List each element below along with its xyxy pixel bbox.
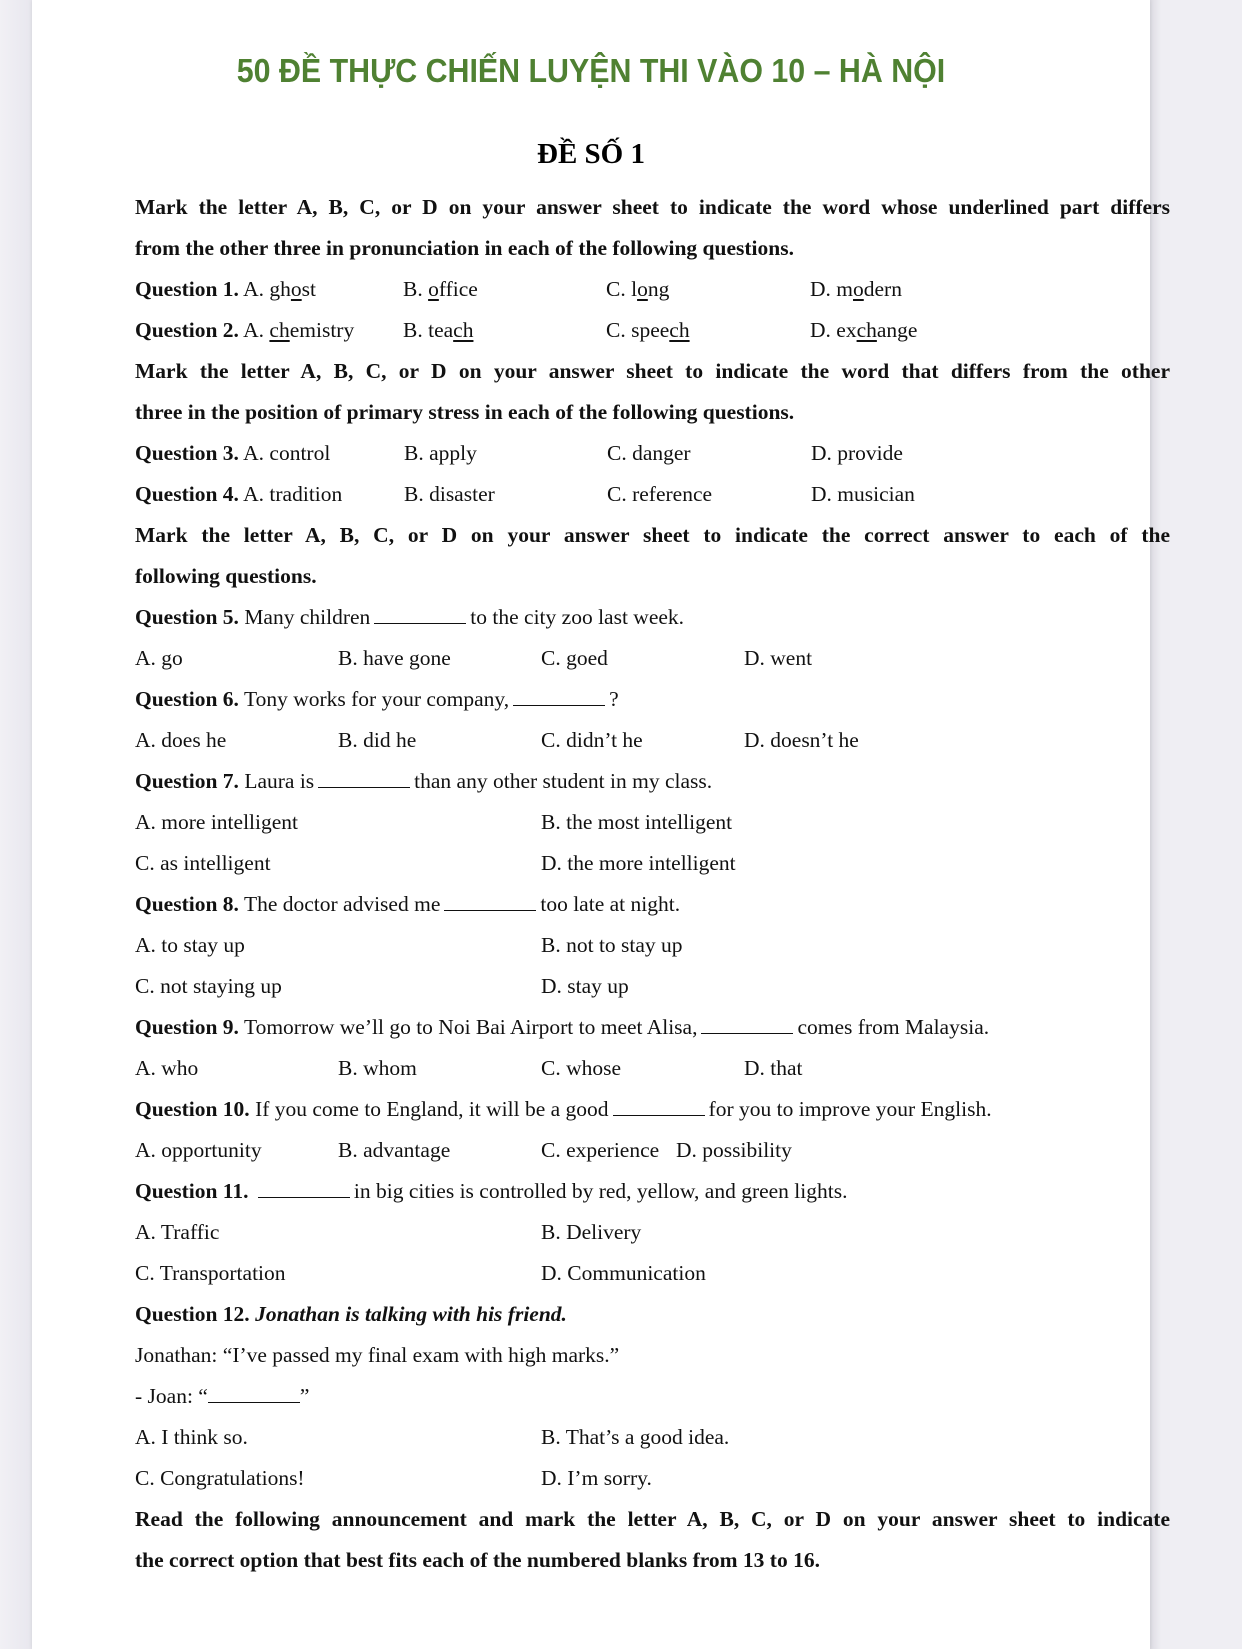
option-a[interactable]: A. go bbox=[135, 646, 183, 670]
option-c[interactable]: C. didn’t he bbox=[541, 728, 643, 752]
question-label: Question 11. bbox=[135, 1179, 249, 1203]
question-text: Tony works for your company, bbox=[243, 687, 510, 711]
option-b[interactable]: B. disaster bbox=[404, 482, 495, 506]
answer-blank bbox=[258, 1177, 350, 1198]
option-a[interactable]: A. who bbox=[135, 1056, 199, 1080]
answer-blank bbox=[513, 685, 605, 706]
option-c[interactable]: C. as intelligent bbox=[135, 851, 271, 875]
question-3 bbox=[135, 433, 1170, 474]
question-label: Question 1. bbox=[135, 277, 239, 301]
question-text: in big cities is controlled by red, yellow, and green lights. bbox=[353, 1179, 848, 1203]
section-instruction-stress: Mark the letter A, B, C, or D on your answer sheet to indicate the word that differs from the other bbox=[135, 359, 1170, 383]
option-b[interactable]: B. did he bbox=[338, 728, 417, 752]
option-d[interactable]: D. went bbox=[744, 646, 813, 670]
answer-blank bbox=[613, 1095, 705, 1116]
question-text: Many children bbox=[244, 605, 371, 629]
question-11-options-cd bbox=[135, 1253, 1170, 1294]
question-11-stem bbox=[135, 1171, 1170, 1212]
option-c[interactable]: C. Congratulations! bbox=[135, 1466, 305, 1490]
question-text: than any other student in my class. bbox=[414, 769, 713, 793]
option-d[interactable]: D. stay up bbox=[541, 974, 629, 998]
section-instruction-reading: Read the following announcement and mark the letter A, B, C, or D on your answer sheet to indicate bbox=[135, 1507, 1170, 1531]
question-text: for you to improve your English. bbox=[708, 1097, 992, 1121]
question-5-stem bbox=[135, 597, 1170, 638]
option-a[interactable]: A. opportunity bbox=[135, 1138, 262, 1162]
option-d[interactable]: D. that bbox=[744, 1056, 803, 1080]
question-text: comes from Malaysia. bbox=[797, 1015, 990, 1039]
question-10-options bbox=[135, 1130, 1170, 1171]
question-9-options bbox=[135, 1048, 1170, 1089]
dialogue-line-2: - Joan: “ ” bbox=[135, 1384, 310, 1408]
question-4 bbox=[135, 474, 1170, 515]
option-c[interactable]: C. Transportation bbox=[135, 1261, 286, 1285]
option-a[interactable]: A. Traffic bbox=[135, 1220, 220, 1244]
option-a[interactable]: A. ghost bbox=[243, 277, 317, 301]
option-b[interactable]: B. apply bbox=[404, 441, 477, 465]
option-a[interactable]: A. chemistry bbox=[243, 318, 355, 342]
question-5-options bbox=[135, 638, 1170, 679]
question-label: Question 7. bbox=[135, 769, 239, 793]
question-label: Question 12. bbox=[135, 1302, 250, 1326]
question-label: Question 9. bbox=[135, 1015, 239, 1039]
option-c[interactable]: C. whose bbox=[541, 1056, 622, 1080]
question-text: ? bbox=[609, 687, 619, 711]
option-a[interactable]: A. I think so. bbox=[135, 1425, 248, 1449]
option-c[interactable]: C. long bbox=[606, 277, 670, 301]
question-12-stem bbox=[135, 1294, 1170, 1335]
option-d[interactable]: D. possibility bbox=[676, 1138, 792, 1162]
option-b[interactable]: B. Delivery bbox=[541, 1220, 642, 1244]
question-text: If you come to England, it will be a good bbox=[255, 1097, 609, 1121]
question-8-stem bbox=[135, 884, 1170, 925]
section-instruction-grammar-cont: following questions. bbox=[135, 564, 317, 588]
option-c[interactable]: C. not staying up bbox=[135, 974, 282, 998]
option-b[interactable]: B. whom bbox=[338, 1056, 417, 1080]
option-b[interactable]: B. advantage bbox=[338, 1138, 451, 1162]
question-7-stem bbox=[135, 761, 1170, 802]
question-11-options-ab bbox=[135, 1212, 1170, 1253]
option-d[interactable]: D. I’m sorry. bbox=[541, 1466, 652, 1490]
question-7-options-ab bbox=[135, 802, 1170, 843]
question-label: Question 8. bbox=[135, 892, 239, 916]
question-prompt: Jonathan is talking with his friend. bbox=[255, 1302, 567, 1326]
answer-blank bbox=[318, 767, 410, 788]
viewer-background-left bbox=[0, 0, 32, 1649]
option-a[interactable]: A. control bbox=[243, 441, 331, 465]
question-10-stem bbox=[135, 1089, 1170, 1130]
question-label: Question 6. bbox=[135, 687, 239, 711]
question-8-options-ab bbox=[135, 925, 1170, 966]
section-instruction-stress-cont: three in the position of primary stress in each of the following questions. bbox=[135, 400, 795, 424]
option-d[interactable]: D. the more intelligent bbox=[541, 851, 736, 875]
option-a[interactable]: A. does he bbox=[135, 728, 227, 752]
question-label: Question 2. bbox=[135, 318, 239, 342]
answer-blank bbox=[701, 1013, 793, 1034]
section-instruction-pronunciation-cont: from the other three in pronunciation in each of the following questions. bbox=[135, 236, 794, 260]
option-b[interactable]: B. office bbox=[403, 277, 478, 301]
option-d[interactable]: D. exchange bbox=[810, 318, 918, 342]
question-text: Tomorrow we’ll go to Noi Bai Airport to meet Alisa, bbox=[243, 1015, 698, 1039]
option-c[interactable]: C. reference bbox=[607, 482, 713, 506]
question-label: Question 3. bbox=[135, 441, 239, 465]
question-6-options bbox=[135, 720, 1170, 761]
section-instruction-pronunciation: Mark the letter A, B, C, or D on your answer sheet to indicate the word whose underlined part differs bbox=[135, 195, 1170, 219]
question-12-options-ab bbox=[135, 1417, 1170, 1458]
exam-number-heading: ĐỀ SỐ 1 bbox=[537, 138, 645, 170]
option-d[interactable]: D. modern bbox=[810, 277, 902, 301]
question-label: Question 4. bbox=[135, 482, 239, 506]
question-2 bbox=[135, 310, 1170, 351]
question-text: to the city zoo last week. bbox=[470, 605, 685, 629]
question-1 bbox=[135, 269, 1170, 310]
option-c[interactable]: C. experience bbox=[541, 1138, 660, 1162]
option-c[interactable]: C. danger bbox=[607, 441, 691, 465]
question-label: Question 10. bbox=[135, 1097, 250, 1121]
document-title: 50 ĐỀ THỰC CHIẾN LUYỆN THI VÀO 10 – HÀ NỘI bbox=[236, 52, 946, 89]
section-instruction-grammar: Mark the letter A, B, C, or D on your answer sheet to indicate the correct answer to each of the bbox=[135, 523, 1170, 547]
option-b[interactable]: B. have gone bbox=[338, 646, 451, 670]
option-d[interactable]: D. Communication bbox=[541, 1261, 706, 1285]
option-b[interactable]: B. the most intelligent bbox=[541, 810, 733, 834]
answer-blank bbox=[444, 890, 536, 911]
question-6-stem bbox=[135, 679, 1170, 720]
question-7-options-cd bbox=[135, 843, 1170, 884]
document-page bbox=[32, 0, 1170, 1649]
option-c[interactable]: C. goed bbox=[541, 646, 608, 670]
question-text: The doctor advised me bbox=[243, 892, 441, 916]
question-12-options-cd bbox=[135, 1458, 1170, 1499]
dialogue-line-1: Jonathan: “I’ve passed my final exam with high marks.” bbox=[135, 1343, 620, 1367]
question-text: too late at night. bbox=[540, 892, 681, 916]
option-b[interactable]: B. teach bbox=[403, 318, 474, 342]
option-a[interactable]: A. more intelligent bbox=[135, 810, 299, 834]
question-text: Laura is bbox=[244, 769, 315, 793]
question-9-stem bbox=[135, 1007, 1170, 1048]
option-d[interactable]: D. musician bbox=[811, 482, 915, 506]
option-d[interactable]: D. provide bbox=[811, 441, 903, 465]
exam-content bbox=[135, 187, 1170, 1581]
question-label: Question 5. bbox=[135, 605, 239, 629]
option-a[interactable]: A. tradition bbox=[243, 482, 343, 506]
option-c[interactable]: C. speech bbox=[606, 318, 690, 342]
question-8-options-cd bbox=[135, 966, 1170, 1007]
answer-blank bbox=[374, 603, 466, 624]
option-a[interactable]: A. to stay up bbox=[135, 933, 245, 957]
answer-blank bbox=[208, 1382, 300, 1403]
section-instruction-reading-cont: the correct option that best fits each of the numbered blanks from 13 to 16. bbox=[135, 1548, 820, 1572]
option-d[interactable]: D. doesn’t he bbox=[744, 728, 859, 752]
option-b[interactable]: B. That’s a good idea. bbox=[541, 1425, 730, 1449]
option-b[interactable]: B. not to stay up bbox=[541, 933, 683, 957]
